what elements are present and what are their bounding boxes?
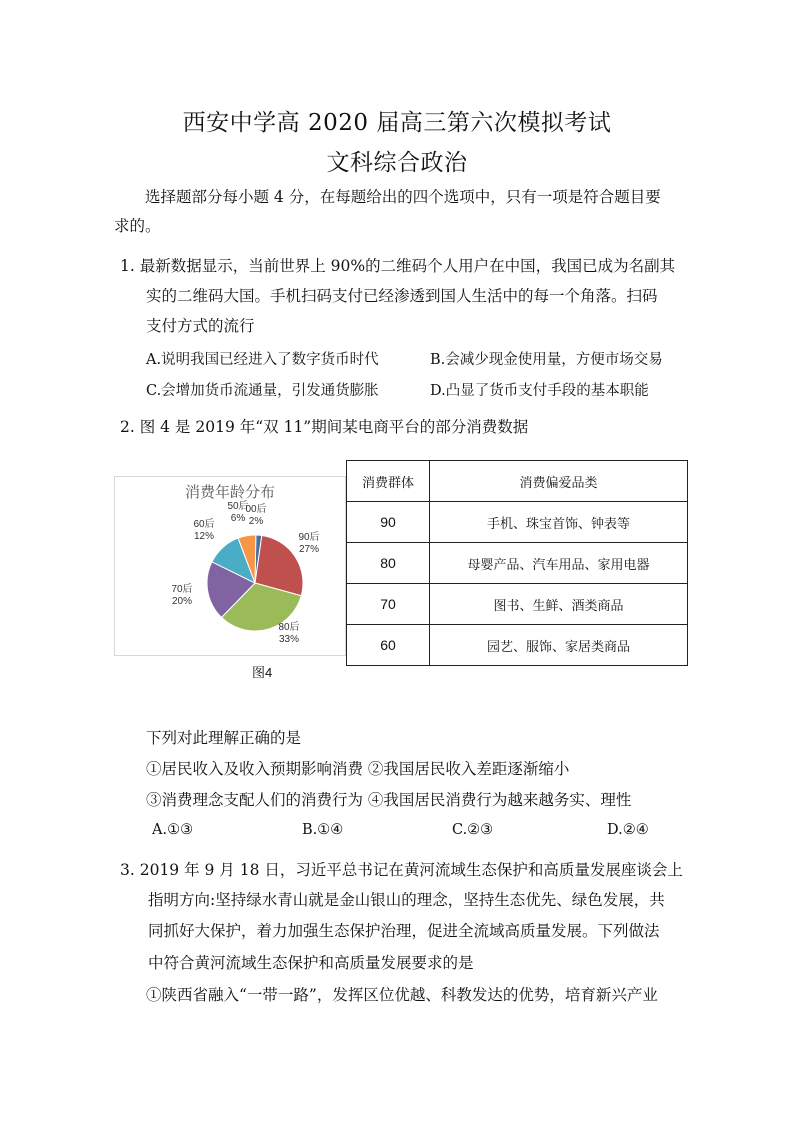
q2-option-b: B.①④ — [302, 822, 344, 838]
table-cell-group: 80 — [347, 543, 430, 584]
pie-label-value: 12% — [193, 531, 214, 542]
pie-label-80后 — [269, 622, 309, 646]
consumption-table — [346, 460, 688, 666]
q1-option-d: D.凸显了货币支付手段的基本职能 — [430, 383, 649, 399]
pie-label-category: 70后 — [171, 584, 193, 595]
pie-label-category: 90后 — [298, 532, 320, 543]
pie-label-category: 50后 — [227, 501, 249, 512]
q3-line: 3. 2019 年 9 月 18 日，习近平总书记在黄河流域生态保护和高质量发展座谈会上 — [120, 861, 683, 879]
q1-line: 支付方式的流行 — [146, 317, 255, 335]
q2-option-c: C.②③ — [452, 822, 494, 838]
table-row — [347, 584, 688, 625]
q3-line: 同抓好大保护，着力加强生态保护治理，促进全流域高质量发展。下列做法 — [148, 922, 660, 940]
pie-label-value: 33% — [278, 634, 299, 645]
pie-label-category: 80后 — [278, 622, 300, 633]
table-row — [347, 625, 688, 666]
table-header-cell: 消费偏爱品类 — [430, 461, 688, 502]
pie-label-value: 6% — [230, 513, 246, 524]
q1-option-b: B.会减少现金使用量，方便市场交易 — [430, 352, 663, 368]
q3-line: ①陕西省融入“一带一路”，发挥区位优越、科教发达的优势，培育新兴产业 — [146, 986, 658, 1004]
table-cell-category: 园艺、服饰、家居类商品 — [430, 625, 688, 666]
page-subtitle: 文科综合政治 — [326, 150, 468, 176]
q3-line: 中符合黄河流域生态保护和高质量发展要求的是 — [148, 954, 474, 972]
table-row — [347, 502, 688, 543]
instructions-line: 求的。 — [114, 217, 161, 235]
q1-option-a: A.说明我国已经进入了数字货币时代 — [146, 352, 379, 368]
figure-caption: 图4 — [252, 665, 273, 680]
q3-line: 指明方向:坚持绿水青山就是金山银山的理念，坚持生态优先、绿色发展，共 — [148, 891, 665, 909]
table-cell-group: 70 — [347, 584, 430, 625]
table-row — [347, 543, 688, 584]
q2-option-a: A.①③ — [152, 822, 194, 838]
table-cell-group: 60 — [347, 625, 430, 666]
pie-label-category: 60后 — [193, 519, 215, 530]
table-cell-category: 母婴产品、汽车用品、家用电器 — [430, 543, 688, 584]
q2-line: 2. 图 4 是 2019 年“双 11”期间某电商平台的部分消费数据 — [120, 418, 529, 436]
q1-line: 实的二维码大国。手机扫码支付已经渗透到国人生活中的每一个角落。扫码 — [146, 287, 658, 305]
q2-item: ①居民收入及收入预期影响消费 ②我国居民收入差距逐渐缩小 — [146, 760, 570, 778]
q2-stem: 下列对此理解正确的是 — [146, 729, 302, 747]
chart-title: 消费年龄分布 — [184, 484, 275, 501]
q2-item: ③消费理念支配人们的消费行为 ④我国居民消费行为越来越务实、理性 — [146, 791, 632, 809]
table-cell-category: 图书、生鲜、酒类商品 — [430, 584, 688, 625]
table-header-row — [347, 461, 688, 502]
pie-label-70后 — [162, 584, 202, 608]
table-header-cell: 消费群体 — [347, 461, 430, 502]
instructions-line: 选择题部分每小题 4 分，在每题给出的四个选项中，只有一项是符合题目要 — [145, 188, 661, 206]
pie-label-value: 2% — [248, 516, 264, 527]
table-cell-category: 手机、珠宝首饰、钟表等 — [430, 502, 688, 543]
q2-option-d: D.②④ — [607, 822, 649, 838]
pie-label-value: 27% — [298, 544, 319, 555]
pie-label-50后 — [218, 501, 258, 525]
table-cell-group: 90 — [347, 502, 430, 543]
q1-option-c: C.会增加货币流通量，引发通货膨胀 — [146, 383, 379, 399]
q1-line: 1. 最新数据显示，当前世界上 90%的二维码个人用户在中国，我国已成为名副其 — [120, 257, 676, 275]
pie-label-category: 00后 — [245, 504, 267, 515]
page-title: 西安中学高 2020 届高三第六次模拟考试 — [182, 110, 612, 136]
pie-label-90后 — [289, 532, 329, 556]
pie-chart — [114, 476, 346, 656]
pie-label-value: 20% — [171, 596, 192, 607]
